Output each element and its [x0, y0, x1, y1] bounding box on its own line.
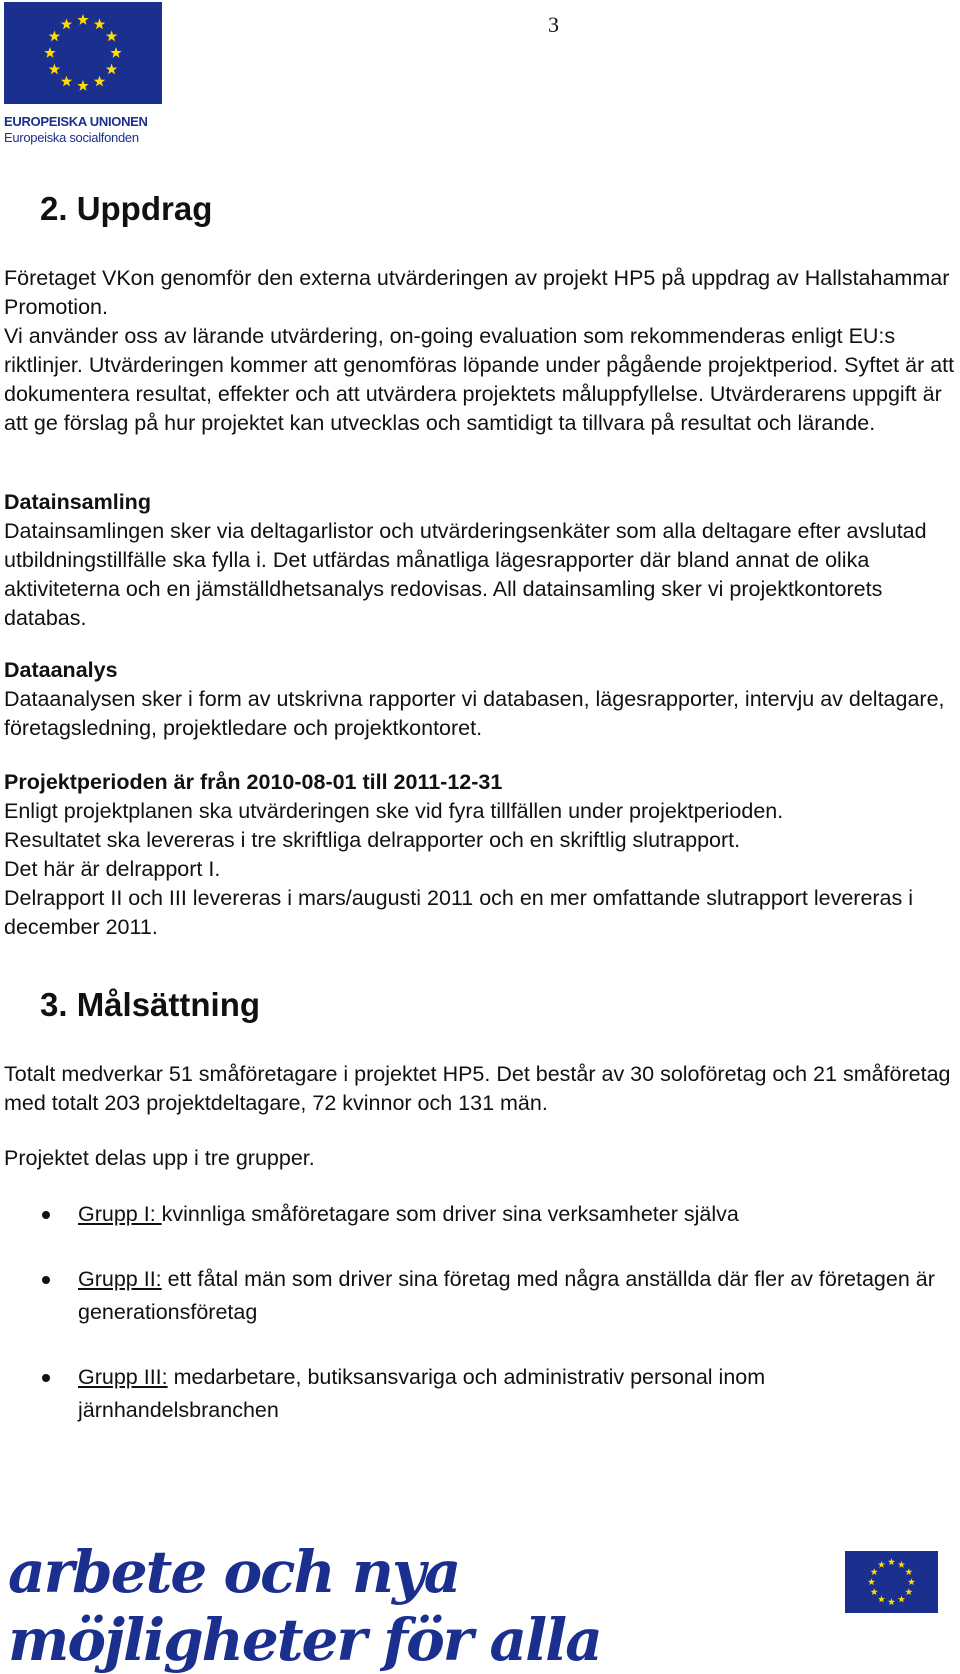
datainsamling-text: Datainsamlingen sker via deltagarlistor och utvärderingsenkäter som alla deltagare efter avslutad utbildningstillfälle ska fylla i. Det utfärdas månatliga lägesrapporter där bland annat de olika aktiviteterna och en jämställdhetsanalys redovisas. All datainsamling sker vi projektkontorets databas. [4, 519, 927, 630]
star-icon [898, 1561, 905, 1568]
group-text: kvinnliga småföretagare som driver sina verksamheter själva [161, 1202, 739, 1226]
star-icon [868, 1578, 875, 1585]
bullet-icon [42, 1211, 50, 1219]
eu-flag-icon [4, 2, 162, 104]
group-label: Grupp III: [78, 1365, 168, 1389]
footer-eu-flag-icon [845, 1551, 938, 1613]
bullet-icon [42, 1374, 50, 1382]
star-icon [908, 1578, 915, 1585]
bullet-icon [42, 1276, 50, 1284]
star-icon [878, 1596, 885, 1603]
period-heading: Projektperioden är från 2010-08-01 till 2011-12-31 [4, 770, 503, 794]
datainsamling-block [4, 488, 956, 633]
eu-logo [4, 2, 164, 145]
star-icon [49, 64, 60, 75]
dataanalys-text: Dataanalysen sker i form av utskrivna rapporter vi databasen, lägesrapporter, intervju av deltagare, företagsledning, projektledare och projektkontoret. [4, 687, 945, 740]
footer-slogan: arbete och nya möjligheter för alla [8, 1538, 601, 1674]
star-icon [61, 18, 72, 29]
star-icon [878, 1561, 885, 1568]
group-list [4, 1198, 954, 1427]
star-icon [49, 31, 60, 42]
dataanalys-block [4, 656, 956, 743]
star-icon [905, 1568, 912, 1575]
group-text: medarbetare, butiksansvariga och administrativ personal inom järnhandelsbranchen [78, 1365, 766, 1422]
star-icon [106, 64, 117, 75]
star-icon [905, 1588, 912, 1595]
star-icon [871, 1568, 878, 1575]
intro-block [4, 264, 956, 438]
star-icon [110, 47, 121, 58]
star-icon [94, 18, 105, 29]
logo-line2: Europeiska socialfonden [4, 130, 139, 145]
group-label: Grupp I: [78, 1202, 162, 1226]
datainsamling-heading: Datainsamling [4, 490, 151, 514]
section-title-malsattning: 3. Målsättning [40, 986, 261, 1023]
section-title-uppdrag: 2. Uppdrag [40, 190, 213, 227]
logo-line1: EUROPEISKA UNIONEN [4, 114, 148, 129]
period-line-2: Resultatet ska levereras i tre skriftliga delrapporter och en skriftlig slutrapport. [4, 828, 741, 852]
list-item [4, 1198, 954, 1231]
intro-paragraph-1: Företaget VKon genomför den externa utvärderingen av projekt HP5 på uppdrag av Hallstahammar Promotion. [4, 266, 950, 319]
star-icon [888, 1558, 895, 1565]
star-icon [888, 1598, 895, 1605]
list-item [4, 1263, 954, 1329]
page-number: 3 [548, 12, 559, 37]
goal-text-1: Totalt medverkar 51 småföretagare i projektet HP5. Det består av 30 soloföretag och 21 småföretag med totalt 203 projektdeltagare, 72 kvinnor och 131 män. [4, 1062, 951, 1115]
star-icon [77, 80, 88, 91]
star-icon [871, 1588, 878, 1595]
period-line-1: Enligt projektplanen ska utvärderingen ske vid fyra tillfällen under projektperioden. [4, 799, 784, 823]
star-icon [61, 76, 72, 87]
period-block [4, 768, 956, 942]
list-item [4, 1361, 954, 1427]
goal-text-2: Projektet delas upp i tre grupper. [4, 1146, 315, 1170]
period-line-4: Delrapport II och III levereras i mars/augusti 2011 och en mer omfattande slutrapport levereras i december 2011. [4, 886, 914, 939]
star-icon [77, 14, 88, 25]
star-icon [106, 31, 117, 42]
intro-paragraph-2: Vi använder oss av lärande utvärdering, on-going evaluation som rekommenderas enligt EU:s riktlinjer. Utvärderingen kommer att genomföras löpande under pågående projektperiod. Syftet är att dokumentera resultat, effekter och att utvärdera projektets måluppfyllelse. Utvärderarens uppgift är att ge förslag på hur projektet kan utvecklas och samtidigt ta tillvara på resultat och lärande. [4, 324, 955, 435]
dataanalys-heading: Dataanalys [4, 658, 118, 682]
period-line-3: Det här är delrapport I. [4, 857, 221, 881]
group-label: Grupp II: [78, 1267, 162, 1291]
star-icon [44, 47, 55, 58]
star-icon [94, 76, 105, 87]
group-text: ett fåtal män som driver sina företag med några anställda där fler av företagen är generationsföretag [78, 1267, 935, 1324]
star-icon [898, 1596, 905, 1603]
